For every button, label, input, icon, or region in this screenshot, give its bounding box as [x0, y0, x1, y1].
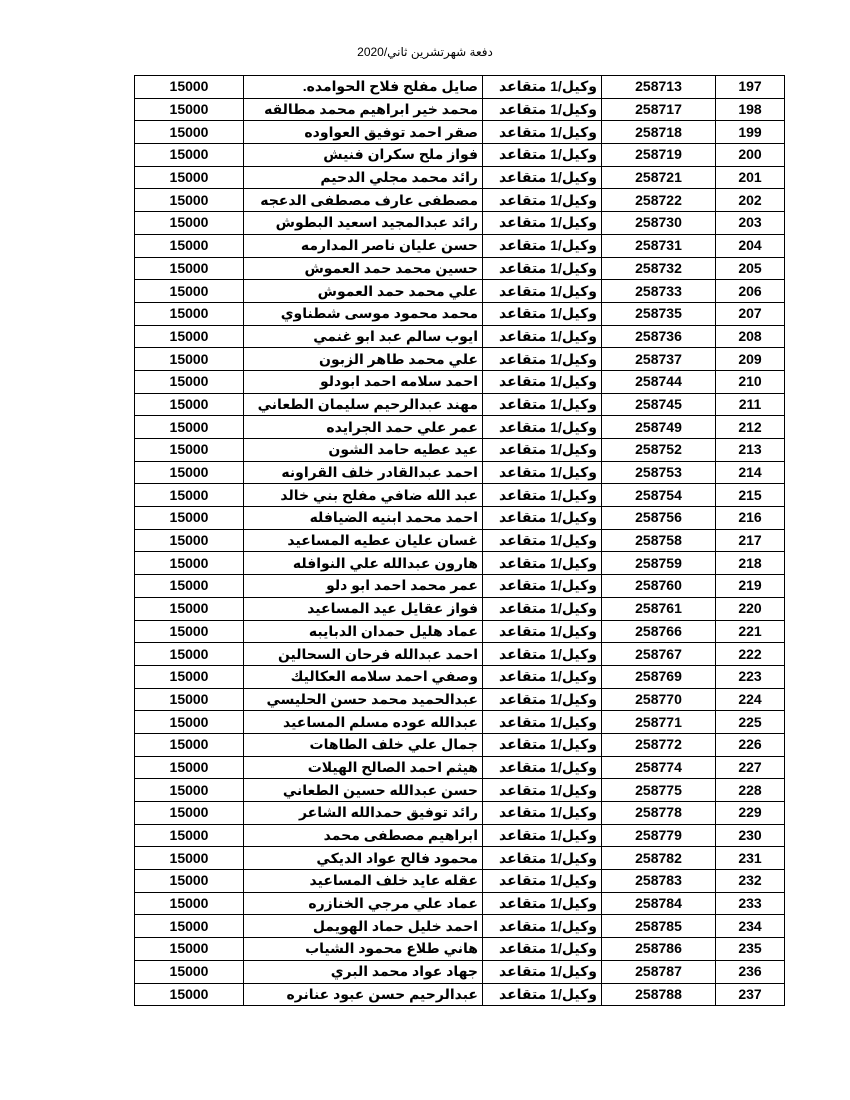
military-number-cell: 258787 — [602, 960, 716, 983]
military-number-cell: 258779 — [602, 824, 716, 847]
rank-cell: وكيل/1 متقاعد — [483, 733, 602, 756]
serial-number-cell: 222 — [716, 643, 785, 666]
full-name-cell: ابراهيم مصطفى محمد — [244, 824, 483, 847]
military-number-cell: 258770 — [602, 688, 716, 711]
serial-number-cell: 200 — [716, 144, 785, 167]
amount-cell: 15000 — [135, 98, 244, 121]
serial-number-cell: 237 — [716, 983, 785, 1006]
rank-cell: وكيل/1 متقاعد — [483, 98, 602, 121]
table-row — [135, 892, 785, 915]
serial-number-cell: 214 — [716, 461, 785, 484]
amount-cell: 15000 — [135, 507, 244, 530]
rank-cell: وكيل/1 متقاعد — [483, 189, 602, 212]
military-number-cell: 258752 — [602, 439, 716, 462]
serial-number-cell: 209 — [716, 348, 785, 371]
amount-cell: 15000 — [135, 733, 244, 756]
amount-cell: 15000 — [135, 348, 244, 371]
military-number-cell: 258767 — [602, 643, 716, 666]
table-row — [135, 575, 785, 598]
serial-number-cell: 231 — [716, 847, 785, 870]
full-name-cell: جمال علي خلف الطاهات — [244, 733, 483, 756]
military-number-cell: 258775 — [602, 779, 716, 802]
rank-cell: وكيل/1 متقاعد — [483, 892, 602, 915]
serial-number-cell: 217 — [716, 529, 785, 552]
rank-cell: وكيل/1 متقاعد — [483, 370, 602, 393]
serial-number-cell: 206 — [716, 280, 785, 303]
table-row — [135, 597, 785, 620]
serial-number-cell: 205 — [716, 257, 785, 280]
table-row — [135, 439, 785, 462]
table-row — [135, 416, 785, 439]
full-name-cell: رائد توفيق حمدالله الشاعر — [244, 802, 483, 825]
table-row — [135, 779, 785, 802]
full-name-cell: محمد محمود موسى شطناوي — [244, 302, 483, 325]
military-number-cell: 258788 — [602, 983, 716, 1006]
amount-cell: 15000 — [135, 847, 244, 870]
rank-cell: وكيل/1 متقاعد — [483, 552, 602, 575]
full-name-cell: وصفي احمد سلامه العكاليك — [244, 665, 483, 688]
rank-cell: وكيل/1 متقاعد — [483, 665, 602, 688]
full-name-cell: غسان عليان عطيه المساعيد — [244, 529, 483, 552]
amount-cell: 15000 — [135, 597, 244, 620]
table-row — [135, 189, 785, 212]
table-row — [135, 620, 785, 643]
amount-cell: 15000 — [135, 189, 244, 212]
table-row — [135, 144, 785, 167]
rank-cell: وكيل/1 متقاعد — [483, 915, 602, 938]
military-number-cell: 258778 — [602, 802, 716, 825]
table-row — [135, 280, 785, 303]
table-row — [135, 325, 785, 348]
table-row — [135, 688, 785, 711]
table-row — [135, 212, 785, 235]
amount-cell: 15000 — [135, 892, 244, 915]
military-number-cell: 258754 — [602, 484, 716, 507]
amount-cell: 15000 — [135, 620, 244, 643]
serial-number-cell: 203 — [716, 212, 785, 235]
amount-cell: 15000 — [135, 370, 244, 393]
rank-cell: وكيل/1 متقاعد — [483, 620, 602, 643]
full-name-cell: فواز عقايل عيد المساعيد — [244, 597, 483, 620]
military-number-cell: 258758 — [602, 529, 716, 552]
full-name-cell: احمد عبدالقادر خلف القراونه — [244, 461, 483, 484]
military-number-cell: 258760 — [602, 575, 716, 598]
amount-cell: 15000 — [135, 212, 244, 235]
military-number-cell: 258753 — [602, 461, 716, 484]
serial-number-cell: 218 — [716, 552, 785, 575]
table-row — [135, 393, 785, 416]
military-number-cell: 258718 — [602, 121, 716, 144]
amount-cell: 15000 — [135, 870, 244, 893]
rank-cell: وكيل/1 متقاعد — [483, 824, 602, 847]
rank-cell: وكيل/1 متقاعد — [483, 711, 602, 734]
full-name-cell: فواز ملح سكران فنيش — [244, 144, 483, 167]
serial-number-cell: 216 — [716, 507, 785, 530]
full-name-cell: رائد محمد مجلي الدحيم — [244, 166, 483, 189]
rank-cell: وكيل/1 متقاعد — [483, 144, 602, 167]
rank-cell: وكيل/1 متقاعد — [483, 484, 602, 507]
rank-cell: وكيل/1 متقاعد — [483, 302, 602, 325]
rank-cell: وكيل/1 متقاعد — [483, 756, 602, 779]
serial-number-cell: 208 — [716, 325, 785, 348]
serial-number-cell: 198 — [716, 98, 785, 121]
full-name-cell: عماد علي مرجي الخنازره — [244, 892, 483, 915]
full-name-cell: رائد عبدالمجيد اسعيد البطوش — [244, 212, 483, 235]
full-name-cell: عماد هليل حمدان الدبايبه — [244, 620, 483, 643]
military-number-cell: 258722 — [602, 189, 716, 212]
military-number-cell: 258782 — [602, 847, 716, 870]
full-name-cell: هارون عبدالله علي النوافله — [244, 552, 483, 575]
rank-cell: وكيل/1 متقاعد — [483, 938, 602, 961]
serial-number-cell: 201 — [716, 166, 785, 189]
amount-cell: 15000 — [135, 711, 244, 734]
page-header: دفعة شهرتشرين ثاني/2020 — [357, 45, 493, 59]
military-number-cell: 258735 — [602, 302, 716, 325]
amount-cell: 15000 — [135, 461, 244, 484]
military-number-cell: 258745 — [602, 393, 716, 416]
rank-cell: وكيل/1 متقاعد — [483, 802, 602, 825]
serial-number-cell: 235 — [716, 938, 785, 961]
military-number-cell: 258772 — [602, 733, 716, 756]
full-name-cell: عبدالله عوده مسلم المساعيد — [244, 711, 483, 734]
amount-cell: 15000 — [135, 938, 244, 961]
rank-cell: وكيل/1 متقاعد — [483, 983, 602, 1006]
table-row — [135, 370, 785, 393]
table-row — [135, 98, 785, 121]
rank-cell: وكيل/1 متقاعد — [483, 529, 602, 552]
full-name-cell: حسن عليان ناصر المدارمه — [244, 234, 483, 257]
roster-table — [134, 75, 785, 1006]
rank-cell: وكيل/1 متقاعد — [483, 439, 602, 462]
table-row — [135, 643, 785, 666]
full-name-cell: عبدالحميد محمد حسن الحليسي — [244, 688, 483, 711]
amount-cell: 15000 — [135, 643, 244, 666]
table-row — [135, 960, 785, 983]
amount-cell: 15000 — [135, 144, 244, 167]
table-row — [135, 461, 785, 484]
amount-cell: 15000 — [135, 234, 244, 257]
military-number-cell: 258733 — [602, 280, 716, 303]
rank-cell: وكيل/1 متقاعد — [483, 507, 602, 530]
amount-cell: 15000 — [135, 575, 244, 598]
military-number-cell: 258771 — [602, 711, 716, 734]
serial-number-cell: 236 — [716, 960, 785, 983]
military-number-cell: 258744 — [602, 370, 716, 393]
serial-number-cell: 225 — [716, 711, 785, 734]
amount-cell: 15000 — [135, 552, 244, 575]
serial-number-cell: 219 — [716, 575, 785, 598]
rank-cell: وكيل/1 متقاعد — [483, 461, 602, 484]
military-number-cell: 258749 — [602, 416, 716, 439]
military-number-cell: 258769 — [602, 665, 716, 688]
full-name-cell: احمد محمد ابنيه الضيافله — [244, 507, 483, 530]
military-number-cell: 258721 — [602, 166, 716, 189]
table-row — [135, 257, 785, 280]
amount-cell: 15000 — [135, 257, 244, 280]
table-row — [135, 756, 785, 779]
rank-cell: وكيل/1 متقاعد — [483, 416, 602, 439]
military-number-cell: 258737 — [602, 348, 716, 371]
table-row — [135, 915, 785, 938]
military-number-cell: 258736 — [602, 325, 716, 348]
amount-cell: 15000 — [135, 484, 244, 507]
table-row — [135, 870, 785, 893]
serial-number-cell: 213 — [716, 439, 785, 462]
rank-cell: وكيل/1 متقاعد — [483, 121, 602, 144]
table-row — [135, 802, 785, 825]
amount-cell: 15000 — [135, 76, 244, 99]
military-number-cell: 258761 — [602, 597, 716, 620]
rank-cell: وكيل/1 متقاعد — [483, 847, 602, 870]
full-name-cell: محمود فالح عواد الديكي — [244, 847, 483, 870]
amount-cell: 15000 — [135, 779, 244, 802]
table-row — [135, 938, 785, 961]
full-name-cell: ايوب سالم عبد ابو غنمي — [244, 325, 483, 348]
military-number-cell: 258756 — [602, 507, 716, 530]
full-name-cell: جهاد عواد محمد البري — [244, 960, 483, 983]
full-name-cell: محمد خير ابراهيم محمد مطالقه — [244, 98, 483, 121]
amount-cell: 15000 — [135, 960, 244, 983]
full-name-cell: هيثم احمد الصالح الهيلات — [244, 756, 483, 779]
table-row — [135, 76, 785, 99]
amount-cell: 15000 — [135, 393, 244, 416]
table-row — [135, 733, 785, 756]
serial-number-cell: 228 — [716, 779, 785, 802]
table-row — [135, 348, 785, 371]
table-row — [135, 302, 785, 325]
amount-cell: 15000 — [135, 824, 244, 847]
serial-number-cell: 230 — [716, 824, 785, 847]
military-number-cell: 258759 — [602, 552, 716, 575]
rank-cell: وكيل/1 متقاعد — [483, 688, 602, 711]
serial-number-cell: 227 — [716, 756, 785, 779]
serial-number-cell: 212 — [716, 416, 785, 439]
amount-cell: 15000 — [135, 439, 244, 462]
military-number-cell: 258783 — [602, 870, 716, 893]
full-name-cell: احمد سلامه احمد ابودلو — [244, 370, 483, 393]
full-name-cell: عقله عايد خلف المساعيد — [244, 870, 483, 893]
full-name-cell: احمد خليل حماد الهويمل — [244, 915, 483, 938]
military-number-cell: 258785 — [602, 915, 716, 938]
serial-number-cell: 221 — [716, 620, 785, 643]
amount-cell: 15000 — [135, 302, 244, 325]
rank-cell: وكيل/1 متقاعد — [483, 597, 602, 620]
rank-cell: وكيل/1 متقاعد — [483, 212, 602, 235]
military-number-cell: 258730 — [602, 212, 716, 235]
full-name-cell: صايل مفلح فلاح الحوامده. — [244, 76, 483, 99]
full-name-cell: احمد عبدالله فرحان السحالين — [244, 643, 483, 666]
serial-number-cell: 229 — [716, 802, 785, 825]
amount-cell: 15000 — [135, 915, 244, 938]
rank-cell: وكيل/1 متقاعد — [483, 348, 602, 371]
serial-number-cell: 223 — [716, 665, 785, 688]
rank-cell: وكيل/1 متقاعد — [483, 960, 602, 983]
serial-number-cell: 224 — [716, 688, 785, 711]
full-name-cell: مصطفى عارف مصطفى الدعجه — [244, 189, 483, 212]
table-row — [135, 484, 785, 507]
military-number-cell: 258717 — [602, 98, 716, 121]
amount-cell: 15000 — [135, 529, 244, 552]
rank-cell: وكيل/1 متقاعد — [483, 257, 602, 280]
rank-cell: وكيل/1 متقاعد — [483, 575, 602, 598]
military-number-cell: 258774 — [602, 756, 716, 779]
serial-number-cell: 234 — [716, 915, 785, 938]
amount-cell: 15000 — [135, 983, 244, 1006]
rank-cell: وكيل/1 متقاعد — [483, 393, 602, 416]
serial-number-cell: 215 — [716, 484, 785, 507]
table-row — [135, 983, 785, 1006]
table-row — [135, 507, 785, 530]
military-number-cell: 258731 — [602, 234, 716, 257]
full-name-cell: صقر احمد توفيق العواوده — [244, 121, 483, 144]
full-name-cell: عيد عطيه حامد الشون — [244, 439, 483, 462]
military-number-cell: 258713 — [602, 76, 716, 99]
military-number-cell: 258719 — [602, 144, 716, 167]
full-name-cell: حسين محمد حمد العموش — [244, 257, 483, 280]
table-row — [135, 847, 785, 870]
rank-cell: وكيل/1 متقاعد — [483, 234, 602, 257]
full-name-cell: هاني طلاع محمود الشياب — [244, 938, 483, 961]
amount-cell: 15000 — [135, 416, 244, 439]
table-row — [135, 166, 785, 189]
amount-cell: 15000 — [135, 280, 244, 303]
rank-cell: وكيل/1 متقاعد — [483, 643, 602, 666]
table-row — [135, 121, 785, 144]
military-number-cell: 258732 — [602, 257, 716, 280]
serial-number-cell: 207 — [716, 302, 785, 325]
amount-cell: 15000 — [135, 665, 244, 688]
serial-number-cell: 211 — [716, 393, 785, 416]
rank-cell: وكيل/1 متقاعد — [483, 166, 602, 189]
rank-cell: وكيل/1 متقاعد — [483, 325, 602, 348]
table-row — [135, 711, 785, 734]
table-row — [135, 234, 785, 257]
amount-cell: 15000 — [135, 166, 244, 189]
serial-number-cell: 204 — [716, 234, 785, 257]
serial-number-cell: 232 — [716, 870, 785, 893]
amount-cell: 15000 — [135, 688, 244, 711]
serial-number-cell: 197 — [716, 76, 785, 99]
full-name-cell: مهند عبدالرحيم سليمان الطعاني — [244, 393, 483, 416]
full-name-cell: عبد الله ضافي مفلح بني خالد — [244, 484, 483, 507]
serial-number-cell: 199 — [716, 121, 785, 144]
serial-number-cell: 210 — [716, 370, 785, 393]
amount-cell: 15000 — [135, 756, 244, 779]
military-number-cell: 258786 — [602, 938, 716, 961]
table-row — [135, 552, 785, 575]
amount-cell: 15000 — [135, 802, 244, 825]
full-name-cell: حسن عبدالله حسين الطعاني — [244, 779, 483, 802]
full-name-cell: عمر محمد احمد ابو دلو — [244, 575, 483, 598]
amount-cell: 15000 — [135, 325, 244, 348]
serial-number-cell: 226 — [716, 733, 785, 756]
table-row — [135, 665, 785, 688]
rank-cell: وكيل/1 متقاعد — [483, 76, 602, 99]
serial-number-cell: 233 — [716, 892, 785, 915]
full-name-cell: عمر علي حمد الجرايده — [244, 416, 483, 439]
amount-cell: 15000 — [135, 121, 244, 144]
military-number-cell: 258766 — [602, 620, 716, 643]
roster-body — [135, 76, 785, 1006]
table-row — [135, 529, 785, 552]
rank-cell: وكيل/1 متقاعد — [483, 779, 602, 802]
table-row — [135, 824, 785, 847]
full-name-cell: عبدالرحيم حسن عبود عنانره — [244, 983, 483, 1006]
serial-number-cell: 202 — [716, 189, 785, 212]
full-name-cell: علي محمد طاهر الزبون — [244, 348, 483, 371]
serial-number-cell: 220 — [716, 597, 785, 620]
rank-cell: وكيل/1 متقاعد — [483, 280, 602, 303]
rank-cell: وكيل/1 متقاعد — [483, 870, 602, 893]
full-name-cell: علي محمد حمد العموش — [244, 280, 483, 303]
military-number-cell: 258784 — [602, 892, 716, 915]
